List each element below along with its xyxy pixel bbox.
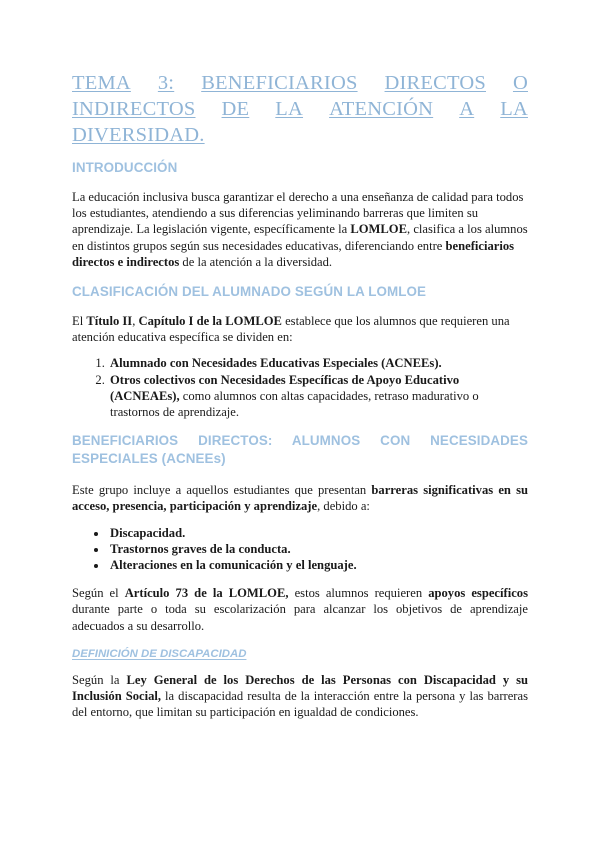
list-item: 1. Alumnado con Necesidades Educativas Especiales (ACNEEs). [108, 355, 528, 371]
title-line-3: DIVERSIDAD. [72, 124, 205, 146]
directos-bullet-list [72, 525, 528, 574]
definicion-paragraph: Según la Ley General de los Derechos de las Personas con Discapacidad y su Inclusión Social, la discapacidad resulta de la interacción entre la persona y las barreras del entorno, que limitan su participación en igualdad de condiciones. [72, 672, 528, 720]
title-line-1: TEMA 3: BENEFICIARIOS DIRECTOS O [72, 72, 528, 94]
list-item: 2. Otros colectivos con Necesidades Específicas de Apoyo Educativo (ACNEAEs), como alumnos con altas capacidades, retraso madurativo o trastornos de aprendizaje. [108, 372, 528, 421]
clasificacion-paragraph: El Título II, Capítulo I de la LOMLOE establece que los alumnos que requieren una atención educativa específica se dividen en: [72, 314, 510, 345]
intro-paragraph: La educación inclusiva busca garantizar el derecho a una enseñanza de calidad para todos los estudiantes, atendiendo a sus diferencias yeliminando barreras que limiten su aprendizaje. La legislación vigente, específicamente la LOMLOE, clasifica a los alumnos en distintos grupos según sus necesidades educativas, diferenciando entre beneficiarios directos e indirectos de la atención a la diversidad. [72, 190, 528, 269]
list-item: • Alteraciones en la comunicación y el lenguaje. [108, 557, 528, 573]
heading-clasificacion: CLASIFICACIÓN DEL ALUMNADO SEGÚN LA LOMLOE [72, 284, 427, 300]
list-item: • Discapacidad. [108, 525, 528, 541]
directos-paragraph: Este grupo incluye a aquellos estudiantes que presentan barreras significativas en su acceso, presencia, participación y aprendizaje, debido a: [72, 483, 528, 514]
heading-directos: BENEFICIARIOS DIRECTOS: ALUMNOS CON NECESIDADES ESPECIALES (ACNEEs) [72, 433, 528, 467]
heading-introduccion: INTRODUCCIÓN [72, 160, 178, 175]
articulo-73-paragraph: Según el Artículo 73 de la LOMLOE, estos alumnos requieren apoyos específicos durante parte o toda su escolarización para alcanzar los objetivos de aprendizaje adecuados a su desarrollo. [72, 586, 528, 633]
title-line-2: INDIRECTOS DE LA ATENCIÓN A LA [72, 98, 528, 120]
list-item: • Trastornos graves de la conducta. [108, 541, 528, 557]
heading-definicion: DEFINICIÓN DE DISCAPACIDAD [72, 647, 247, 660]
page-title [72, 70, 528, 148]
clasificacion-list [72, 355, 528, 420]
